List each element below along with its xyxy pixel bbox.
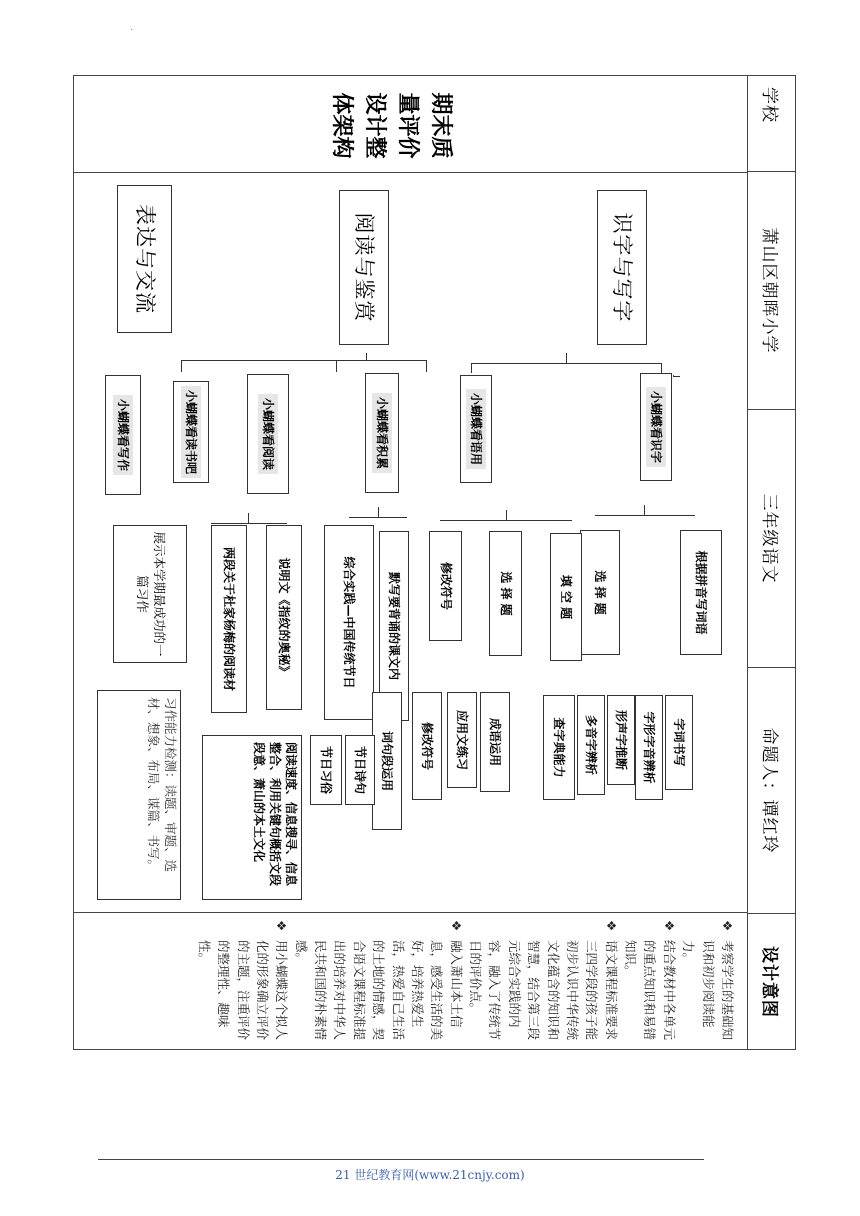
domain-reading-title: 阅读与鉴赏: [352, 212, 377, 323]
item-pinyin: [680, 530, 722, 655]
point-8: [412, 692, 442, 800]
domain-expression-title: 表达与交流: [132, 204, 157, 314]
point-4-label: 多音字辨析: [584, 714, 599, 775]
intent-list: [195, 920, 738, 1040]
intent-divider: [73, 912, 747, 913]
strand-use-words-label: 小蝴蝶看语用: [466, 389, 486, 469]
item-correct: [429, 531, 462, 641]
item-fill: [550, 533, 582, 661]
item-practice: [324, 525, 374, 720]
item-practice-label: 综合实践—中国传统节日: [342, 556, 357, 689]
point-10-label: 节日诗句: [353, 745, 368, 794]
strand-writing: [105, 375, 141, 495]
corner-mark: .: [130, 22, 134, 33]
header-divider: [747, 75, 748, 1050]
intent-item-1: ❖ 考察学生的基础知识和初步阅读能力。: [679, 920, 737, 1040]
school-name: 萧山区朝晖小学: [748, 172, 796, 410]
header-row: [748, 75, 796, 1050]
strand-accumulate-label: 小蝴蝶看积累: [372, 393, 392, 473]
point-10: [345, 735, 375, 805]
point-11: [310, 735, 342, 805]
strand-reading: [247, 374, 289, 494]
item-two-texts: [211, 525, 247, 713]
point-5-label: 查字典能力: [552, 717, 567, 778]
bullet-icon: ❖: [720, 920, 735, 932]
strand-use-words: [460, 375, 492, 483]
literacy-connector: [472, 363, 662, 364]
intent-item-2: ❖ 结合教材中各单元的重点知识和易错知识。: [621, 920, 679, 1040]
bullet-icon: ❖: [661, 920, 677, 932]
intent-item-4: ❖ 融入萧山本土信息，感受生活的美好，培养热爱生活，热爱自己生活的土地的情感，契合语文课程标准提出的培养对中华人民共和国的朴素情感。: [291, 920, 465, 1040]
intent-item-5: ❖ 用小蝴蝶这个拟人化的形象确立评价的主题，注重评价的整理性、趣味性。: [195, 920, 292, 1040]
reading-connector: [182, 360, 427, 361]
point-5: [543, 695, 575, 800]
item-two-texts-label: 两段关于杜家杨梅的阅读材: [222, 546, 237, 691]
item-explain-label: 说明文《指纹的奥秘》: [277, 557, 292, 678]
item-choice-2: [489, 531, 522, 656]
item-choice-2-label: 选 择 题: [498, 571, 513, 616]
point-6: [480, 692, 510, 792]
item-pinyin-label: 根据拼音写词语: [694, 550, 709, 635]
point-3: [607, 695, 635, 785]
domain-expression: [117, 185, 172, 333]
strand-reading-label: 小蝴蝶看阅读: [258, 394, 278, 474]
intent-label: 设计意图: [759, 946, 780, 1018]
item-choice-1-label: 选 择 题: [593, 570, 608, 615]
strand-read-words-label: 小蝴蝶看识字: [646, 387, 666, 467]
point-12-label: 阅读速度、信息搜寻、信息整合、利用关键句概括文段段意、萧山的本土文化: [251, 742, 298, 887]
point-9-label: 词句段运用: [380, 730, 395, 791]
domain-reading: [339, 190, 389, 345]
item-show-essay: [113, 525, 187, 663]
school-label: 学校: [748, 75, 796, 172]
domain-literacy-title: 识字与写字: [610, 212, 635, 323]
point-1-label: 字词书写: [672, 718, 687, 767]
point-7: [447, 692, 477, 788]
strand-bookbar-label: 小蝴蝶看读书吧: [181, 386, 201, 478]
framework-body: [73, 75, 747, 1050]
strand-writing-label: 小蝴蝶看写作: [113, 395, 133, 475]
point-7-label: 应用文练习: [455, 709, 470, 770]
footer-divider: [98, 1159, 704, 1160]
author: 命题人：谭红玲: [748, 668, 796, 914]
point-12: [202, 735, 302, 900]
intent-item-3: ❖ 语文课程标准要求三四学段的孩子能初步认识中华传统文化蕴含的知识和智慧，结合第三段元综合实践的内容，融入了传统节日的评价点。: [466, 920, 621, 1040]
item-explain: [266, 525, 302, 710]
item-correct-label: 修改符号: [438, 561, 453, 610]
point-3-label: 形声字推断: [614, 709, 629, 770]
title-divider: [73, 172, 747, 173]
footer-source: 21 世纪教育网(www.21cnjy.com): [335, 1168, 525, 1182]
point-8-label: 修改符号: [420, 721, 435, 770]
strand-read-words: [640, 373, 672, 481]
strand-accumulate: [365, 373, 399, 493]
bullet-icon: ❖: [448, 920, 464, 932]
point-4: [577, 695, 605, 795]
point-2: [635, 695, 663, 800]
grade-subject: 三年级语文: [748, 410, 796, 668]
point-13-label: 习作能力检测：读题、审题、选材、想象、布局、谋篇、书写。: [146, 697, 178, 873]
bullet-icon: ❖: [603, 920, 619, 932]
point-11-label: 节日习俗: [319, 745, 334, 794]
item-fill-label: 填 空 题: [559, 574, 574, 620]
strand-bookbar: [173, 381, 209, 483]
item-choice-1: [580, 530, 620, 655]
point-6-label: 成语运用: [488, 717, 503, 766]
point-2-label: 字形字音辨析: [642, 711, 657, 784]
item-recite-label: 默写要背诵的课文内: [387, 571, 402, 680]
item-show-essay-label: 展示本学期最成功的一篇习作: [135, 531, 167, 657]
point-9: [372, 692, 402, 830]
domain-literacy: [597, 190, 647, 345]
bullet-icon: ❖: [274, 920, 290, 932]
framework-title: 期末质量评价设计整体架构: [329, 92, 453, 159]
point-1: [665, 695, 693, 790]
point-13: [97, 690, 181, 900]
